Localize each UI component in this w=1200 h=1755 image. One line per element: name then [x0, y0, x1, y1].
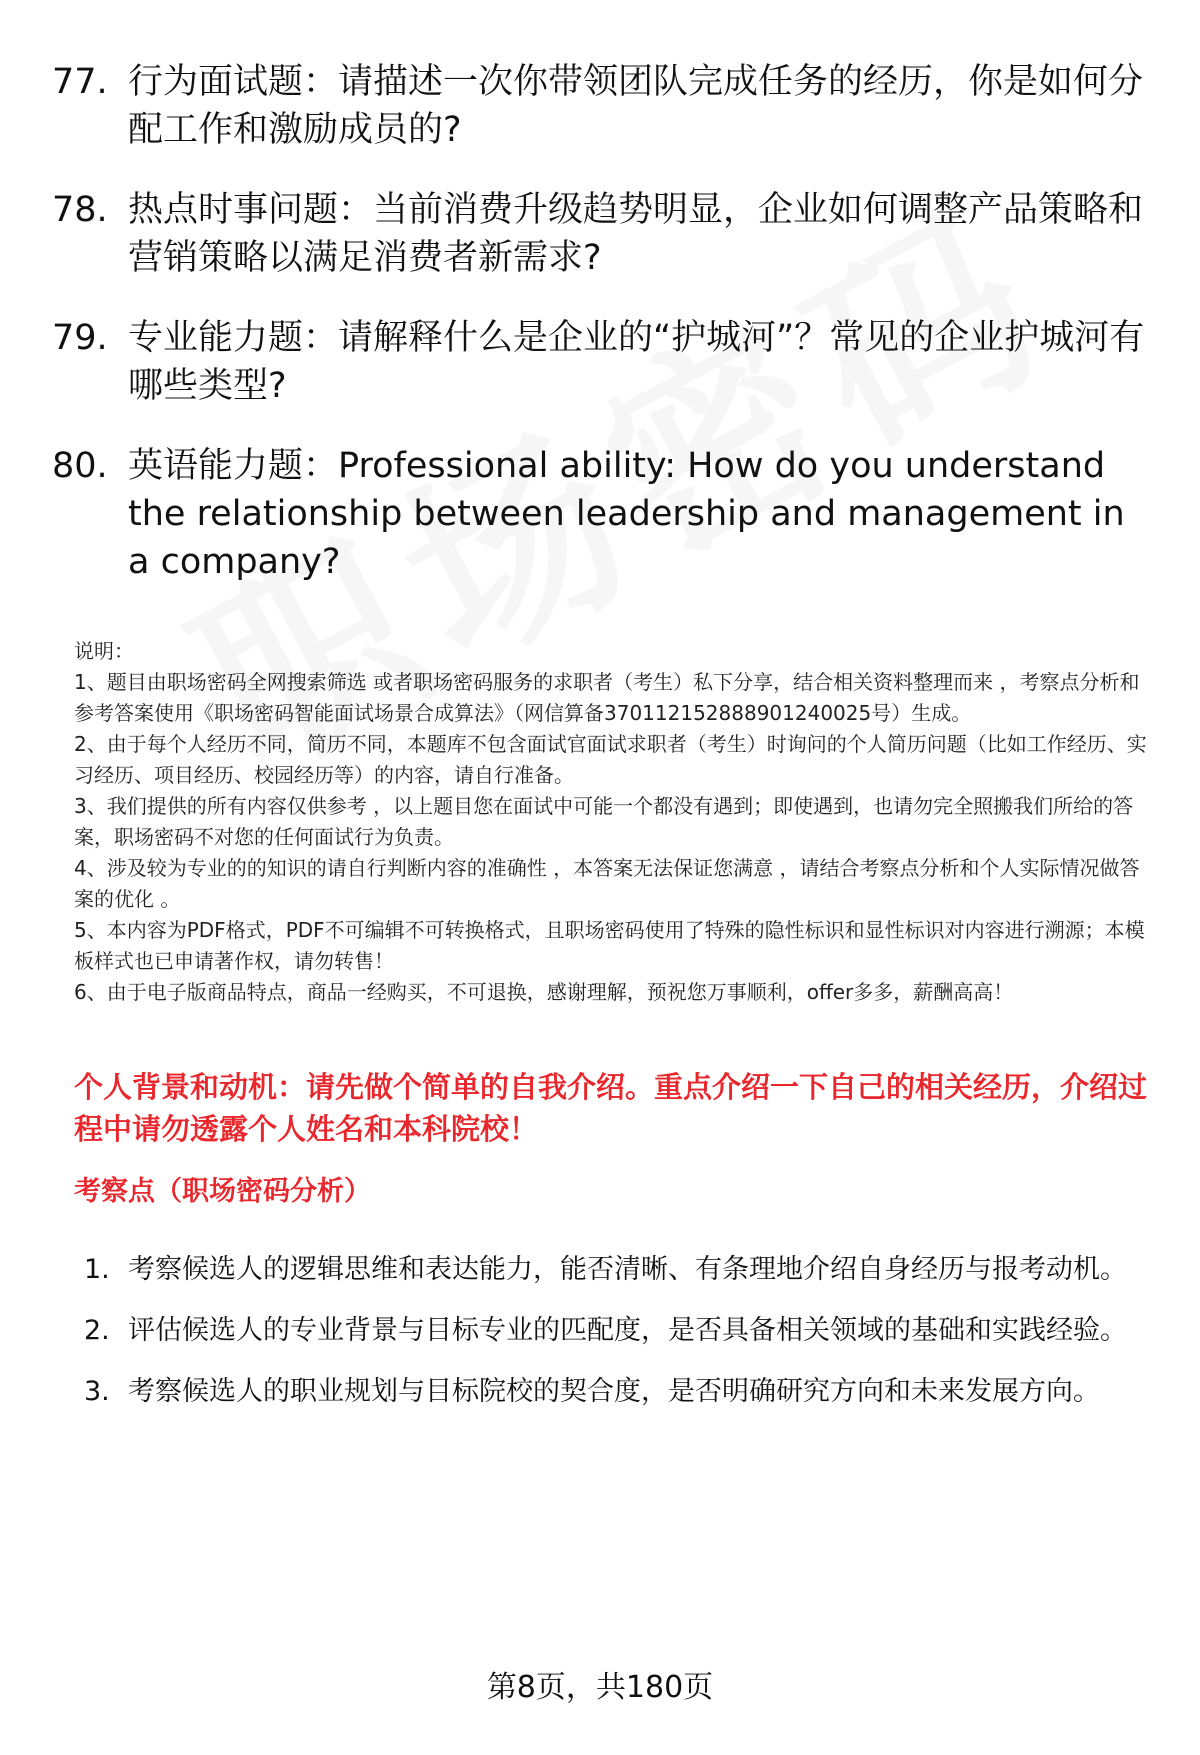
point-number: 3. — [84, 1376, 110, 1407]
note-item: 6、由于电子版商品特点，商品一经购买，不可退换，感谢理解，预祝您万事顺利，offer多多，薪酬高高！ — [74, 980, 1014, 1004]
analysis-point — [84, 1240, 1154, 1299]
interview-prompt: 个人背景和动机：请先做个简单的自我介绍。重点介绍一下自己的相关经历，介绍过程中请勿透露个人姓名和本科院校！ — [74, 1070, 1148, 1146]
question-text: 热点时事问题：当前消费升级趋势明显，企业如何调整产品策略和营销策略以满足消费者新需求? — [128, 190, 1144, 278]
notes-section — [74, 636, 1154, 1008]
point-text: 评估候选人的专业背景与目标专业的匹配度，是否具备相关领域的基础和实践经验。 — [128, 1315, 1127, 1346]
question-number: 80. — [52, 446, 108, 486]
question-number: 78. — [52, 190, 108, 230]
point-text: 考察候选人的职业规划与目标院校的契合度，是否明确研究方向和未来发展方向。 — [128, 1376, 1100, 1407]
point-text: 考察候选人的逻辑思维和表达能力，能否清晰、有条理地介绍自身经历与报考动机。 — [128, 1254, 1127, 1285]
question-list — [52, 58, 1152, 618]
note-item: 4、涉及较为专业的的知识的请自行判断内容的准确性 ，本答案无法保证您满意 ，请结合考察点分析和个人实际情况做答案的优化 。 — [74, 856, 1140, 911]
analysis-heading: 考察点（职场密码分析） — [74, 1176, 371, 1207]
question-item — [52, 442, 1152, 586]
page-footer: 第8页，共180页 — [486, 1670, 714, 1705]
question-text: 行为面试题：请描述一次你带领团队完成任务的经历，你是如何分配工作和激励成员的? — [128, 62, 1144, 150]
notes-title: 说明： — [74, 639, 134, 663]
analysis-points — [84, 1240, 1154, 1421]
question-text: 英语能力题：Professional ability: How do you understand the relationship between leadership and management in a company? — [128, 446, 1125, 582]
analysis-point — [84, 1362, 1154, 1421]
note-item: 3、我们提供的所有内容仅供参考 ，以上题目您在面试中可能一个都没有遇到；即使遇到，也请勿完全照搬我们所给的答案，职场密码不对您的任何面试行为负责。 — [74, 794, 1134, 849]
question-text: 专业能力题：请解释什么是企业的“护城河”？常见的企业护城河有哪些类型? — [128, 318, 1145, 406]
point-number: 1. — [84, 1254, 110, 1285]
note-item: 5、本内容为PDF格式，PDF不可编辑不可转换格式，且职场密码使用了特殊的隐性标识和显性标识对内容进行溯源；本模板样式也已申请著作权，请勿转售！ — [74, 918, 1145, 973]
question-item — [52, 58, 1152, 154]
point-number: 2. — [84, 1315, 110, 1346]
question-number: 77. — [52, 62, 108, 102]
note-item: 2、由于每个人经历不同，简历不同，本题库不包含面试官面试求职者（考生）时询问的个人简历问题（比如工作经历、实习经历、项目经历、校园经历等）的内容，请自行准备。 — [74, 732, 1147, 787]
analysis-point — [84, 1301, 1154, 1360]
note-item: 1、题目由职场密码全网搜索筛选 或者职场密码服务的求职者（考生）私下分享，结合相关资料整理而来 ，考察点分析和参考答案使用《职场密码智能面试场景合成算法》（网信算备370112152888901240025号）生成。 — [74, 670, 1140, 725]
interview-question-block — [74, 1066, 1154, 1423]
question-item — [52, 314, 1152, 410]
question-number: 79. — [52, 318, 108, 358]
question-item — [52, 186, 1152, 282]
